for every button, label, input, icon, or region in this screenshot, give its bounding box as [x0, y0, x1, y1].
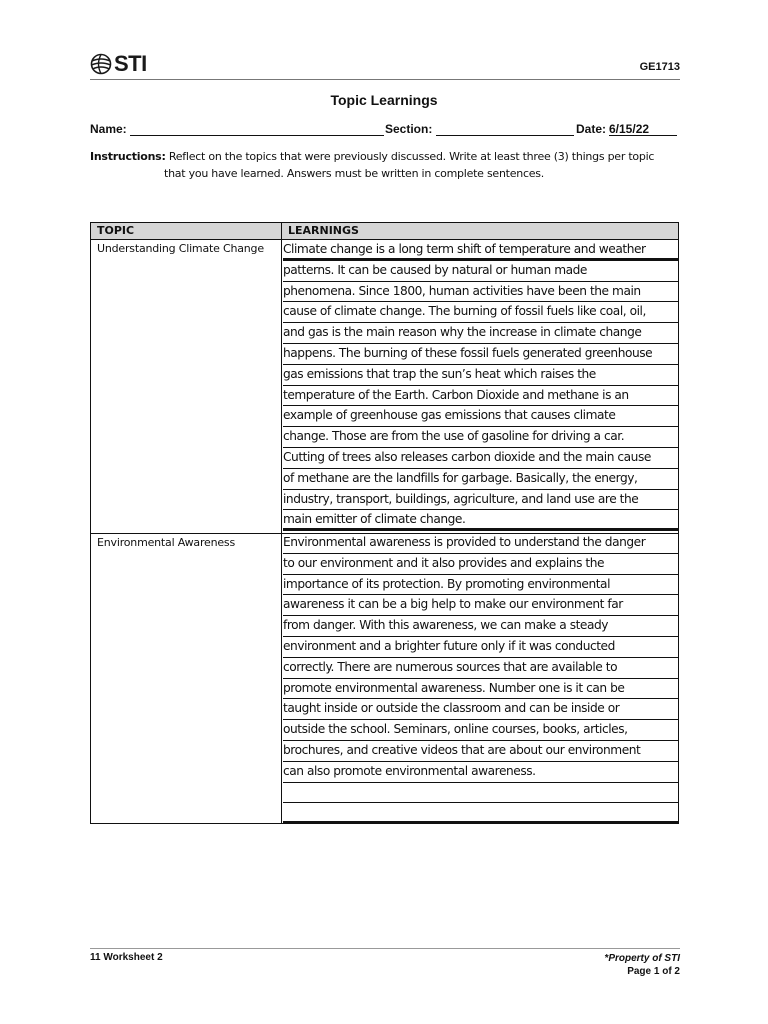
answer-line: and gas is the main reason why the increase in climate change [283, 323, 679, 344]
table-header-row [91, 223, 678, 239]
section-field[interactable] [436, 135, 574, 136]
answer-line: taught inside or outside the classroom and can be inside or [283, 699, 679, 720]
date-field[interactable] [609, 122, 677, 136]
date-label: Date: [576, 122, 607, 136]
instructions-label: Instructions: [90, 150, 166, 163]
instructions-line-1: Reflect on the topics that were previously discussed. Write at least three (3) things per topic [168, 150, 655, 163]
answer-line: cause of climate change. The burning of fossil fuels like coal, oil, [283, 302, 679, 323]
answer-line: to our environment and it also provides and explains the [283, 554, 679, 575]
answer-line: Environmental awareness is provided to understand the danger [283, 533, 679, 554]
answer-line: promote environmental awareness. Number one is it can be [283, 679, 679, 700]
header-divider [90, 79, 680, 80]
learnings-cell[interactable] [283, 533, 679, 824]
answer-line: correctly. There are numerous sources that are available to [283, 658, 679, 679]
footer-right [604, 952, 680, 978]
answer-line: Cutting of trees also releases carbon dioxide and the main cause [283, 448, 679, 469]
answer-line: gas emissions that trap the sun’s heat which raises the [283, 365, 679, 386]
page-title: Topic Learnings [330, 92, 438, 108]
footer-property: *Property of STI [604, 953, 680, 964]
footer-divider [90, 948, 680, 949]
answer-line: industry, transport, buildings, agriculture, and land use are the [283, 490, 679, 511]
answer-line: awareness it can be a big help to make our environment far [283, 595, 679, 616]
instructions-line-2: that you have learned. Answers must be written in complete sentences. [164, 166, 545, 180]
answer-line: importance of its protection. By promoting environmental [283, 575, 679, 596]
learnings-cell[interactable] [283, 240, 679, 531]
name-label: Name: [90, 122, 127, 136]
answer-line: patterns. It can be caused by natural or human made [283, 261, 679, 282]
section-label: Section: [385, 122, 433, 136]
instructions [90, 149, 690, 182]
answer-line: brochures, and creative videos that are about our environment [283, 741, 679, 762]
answer-line: main emitter of climate change. [283, 510, 679, 531]
answer-line: change. Those are from the use of gasoline for driving a car. [283, 427, 679, 448]
answer-line: outside the school. Seminars, online courses, books, articles, [283, 720, 679, 741]
answer-line: phenomena. Since 1800, human activities have been the main [283, 282, 679, 303]
answer-line: happens. The burning of these fossil fuels generated greenhouse [283, 344, 679, 365]
answer-line: Climate change is a long term shift of temperature and weather [283, 240, 679, 261]
answer-line: temperature of the Earth. Carbon Dioxide and methane is an [283, 386, 679, 407]
document-code: GE1713 [639, 61, 680, 73]
column-divider [281, 223, 282, 823]
footer-page-number: Page 1 of 2 [627, 966, 680, 977]
column-header-topic: TOPIC [97, 224, 135, 237]
sti-logo [90, 52, 147, 76]
answer-line: can also promote environmental awareness. [283, 762, 679, 783]
answer-line [283, 783, 679, 804]
answer-line [283, 803, 679, 824]
student-info-fields [90, 122, 680, 138]
footer-worksheet-label: 11 Worksheet 2 [90, 952, 163, 963]
answer-line: example of greenhouse gas emissions that causes climate [283, 406, 679, 427]
sti-globe-icon [90, 53, 112, 75]
answer-line: of methane are the landfills for garbage. Basically, the energy, [283, 469, 679, 490]
column-header-learnings: LEARNINGS [288, 224, 359, 237]
date-value: 6/15/22 [609, 122, 650, 136]
name-field[interactable] [130, 135, 384, 136]
topic-cell: Understanding Climate Change [97, 242, 264, 255]
logo-text: STI [114, 51, 147, 76]
answer-line: from danger. With this awareness, we can make a steady [283, 616, 679, 637]
answer-line: environment and a brighter future only if it was conducted [283, 637, 679, 658]
topic-cell: Environmental Awareness [97, 536, 235, 549]
